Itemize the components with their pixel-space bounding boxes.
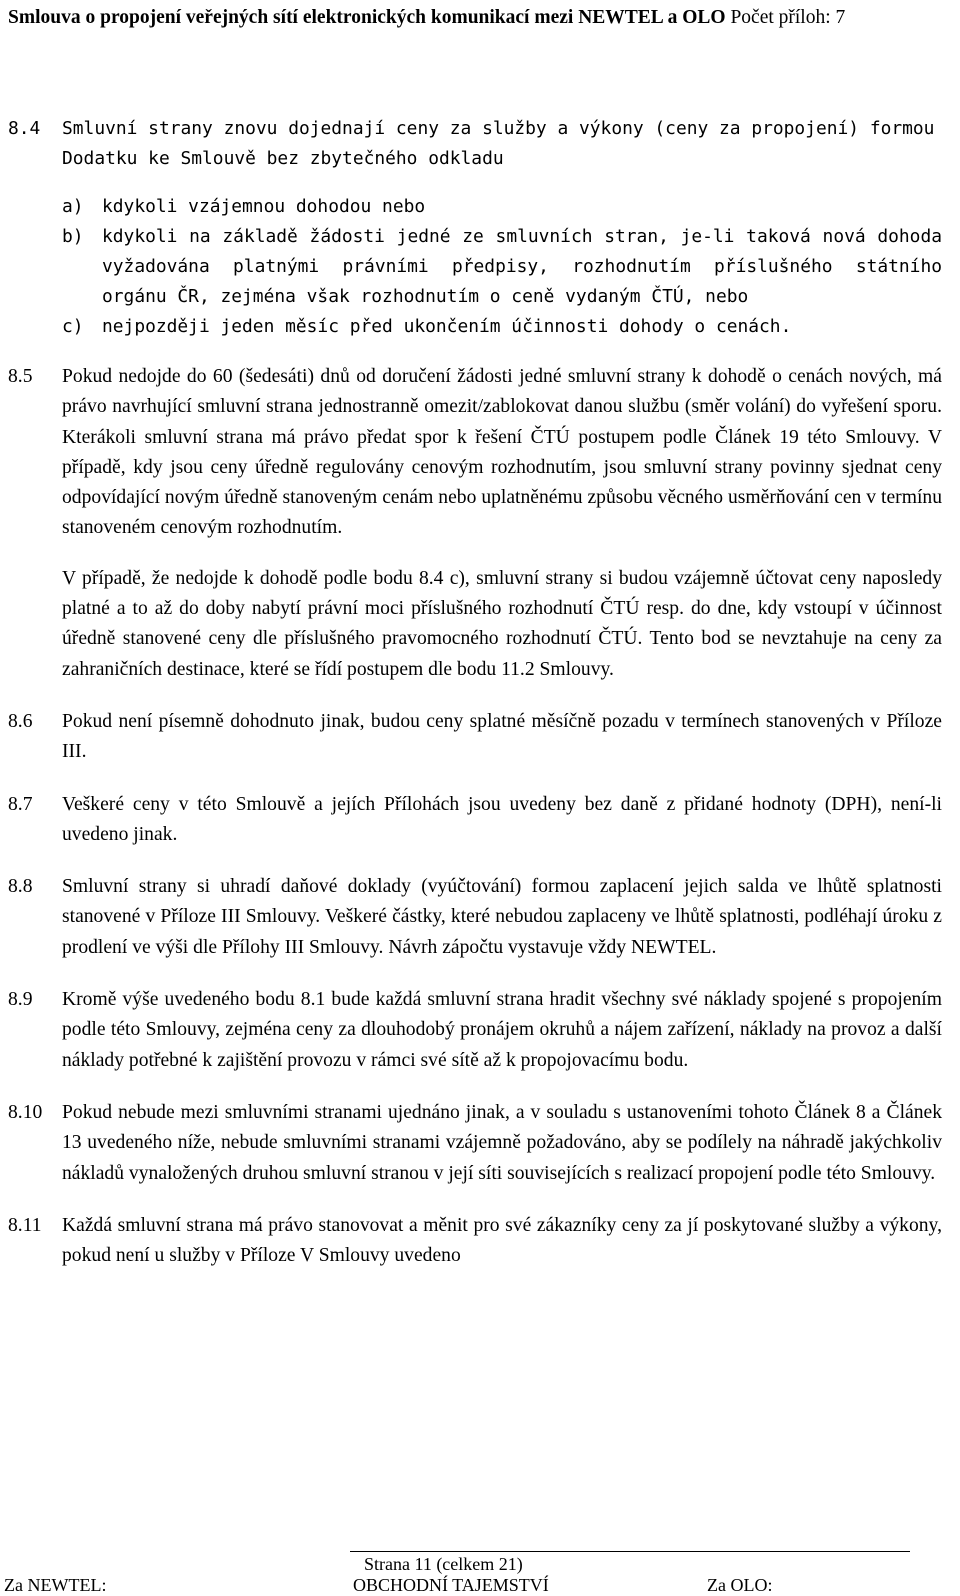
section-8-10 [8, 1098, 942, 1189]
section-number: 8.8 [8, 876, 33, 898]
section-text: Pokud nebude mezi smluvními stranami ujednáno jinak, a v souladu s ustanoveními tohoto Článek 8 a Článek 13 uvedeného níže, nebude smluvními stranami vzájemně požadováno, aby se podílely na náhradě jakýchkoliv nákladů vynaložených druhou smluvní stranou v její síti souvisejících s realizací propojení podle této Smlouvy. [62, 1101, 942, 1184]
section-number: 8.9 [8, 989, 33, 1011]
section-text: Smluvní strany znovu dojednají ceny za služby a výkony (ceny za propojení) formou Dodatku ke Smlouvě bez zbytečného odkladu [62, 118, 935, 169]
attachments-count: Počet příloh: 7 [730, 7, 846, 28]
section-8-7 [8, 790, 942, 851]
condition-list [62, 192, 942, 342]
document-body [8, 114, 942, 1271]
list-item: b) kdykoli na základě žádosti jedné ze smluvních stran, je-li taková nová dohoda vyžadována platnými právními předpisy, rozhodnutím příslušného státního orgánu ČR, zejména však rozhodnutím o ceně vydaným ČTÚ, nebo [62, 226, 942, 307]
section-8-9 [8, 985, 942, 1076]
section-8-6 [8, 707, 942, 768]
section-8-8 [8, 872, 942, 963]
document-header [8, 6, 953, 30]
section-text: Kromě výše uvedeného bodu 8.1 bude každá smluvní strana hradit všechny své náklady spojené s propojením podle této Smlouvy, zejména ceny za dlouhodobý pronájem okruhů a nájem zařízení, náklady na provoz a další náklady potřebné k zajištění provozu v rámci své sítě až k propojovacímu bodu. [62, 989, 942, 1071]
footer-divider [350, 1551, 910, 1552]
section-number: 8.11 [8, 1214, 42, 1236]
section-text: Každá smluvní strana má právo stanovovat a měnit pro své zákazníky ceny za jí poskytované služby a výkony, pokud není u služby v Příloze V Smlouvy uvedeno [62, 1214, 942, 1267]
section-number: 8.10 [8, 1101, 43, 1123]
section-8-11 [8, 1211, 942, 1272]
section-text: Pokud není písemně dohodnuto jinak, budou ceny splatné měsíčně pozadu v termínech stanovených v Příloze III. [62, 710, 942, 763]
section-text: Smluvní strany si uhradí daňové doklady (vyúčtování) formou zaplacení jejich salda ve lhůtě splatnosti stanovené v Příloze III Smlouvy. Veškeré částky, které nebudou zaplaceny ve lhůtě splatnosti, podléhají úroku z prodlení ve výši dle Přílohy III Smlouvy. Návrh zápočtu vystavuje vždy NEWTEL. [62, 876, 942, 958]
document-title: Smlouva o propojení veřejných sítí elektronických komunikací mezi NEWTEL a OLO [8, 7, 726, 28]
section-text: V případě, že nedojde k dohodě podle bodu 8.4 c), smluvní strany si budou vzájemně účtovat ceny naposledy platné a to až do doby nabytí právní moci příslušného rozhodnutí ČTÚ resp. do dne, kdy vstoupí v účinnost úředně stanovené ceny dle příslušného pravomocného rozhodnutí ČTÚ. Tento bod se nevztahuje na ceny za zahraničních destinace, které se řídí postupem dle bodu 11.2 Smlouvy. [62, 567, 942, 680]
footer-center: OBCHODNÍ TAJEMSTVÍ [353, 1575, 549, 1595]
page-number: Strana 11 (celkem 21) [364, 1554, 523, 1574]
footer-right: Za OLO: [707, 1575, 773, 1595]
section-number: 8.6 [8, 710, 33, 732]
section-number: 8.7 [8, 793, 33, 815]
section-number: 8.4 [8, 118, 41, 139]
section-text: Veškeré ceny v této Smlouvě a jejích Přílohách jsou uvedeny bez daně z přidané hodnoty (DPH), není-li uvedeno jinak. [62, 793, 942, 845]
footer-left: Za NEWTEL: [4, 1575, 107, 1595]
list-item: c) nejpozději jeden měsíc před ukončením účinnosti dohody o cenách. [62, 316, 792, 337]
list-item: a) kdykoli vzájemnou dohodou nebo [62, 196, 426, 217]
section-8-4 [8, 114, 942, 342]
section-text: Pokud nedojde do 60 (šedesáti) dnů od doručení žádosti jedné smluvní strany k dohodě o cenách nových, má právo navrhující smluvní strana jednostranně omezit/zablokovat danou službu (směr volání) do vyřešení sporu. Kterákoli smluvní strana má právo předat spor k řešení ČTÚ postupem podle Článek 19 této Smlouvy. V případě, kdy jsou ceny úředně regulovány cenovým rozhodnutím, jsou smluvní strany povinny sjednat ceny odpovídající novým úředně stanoveným cenám nebo uplatněnému způsobu věcného usměrňování cen v termínu stanoveném cenovým rozhodnutím. [62, 366, 942, 539]
section-number: 8.5 [8, 366, 33, 387]
section-8-5 [8, 362, 942, 685]
